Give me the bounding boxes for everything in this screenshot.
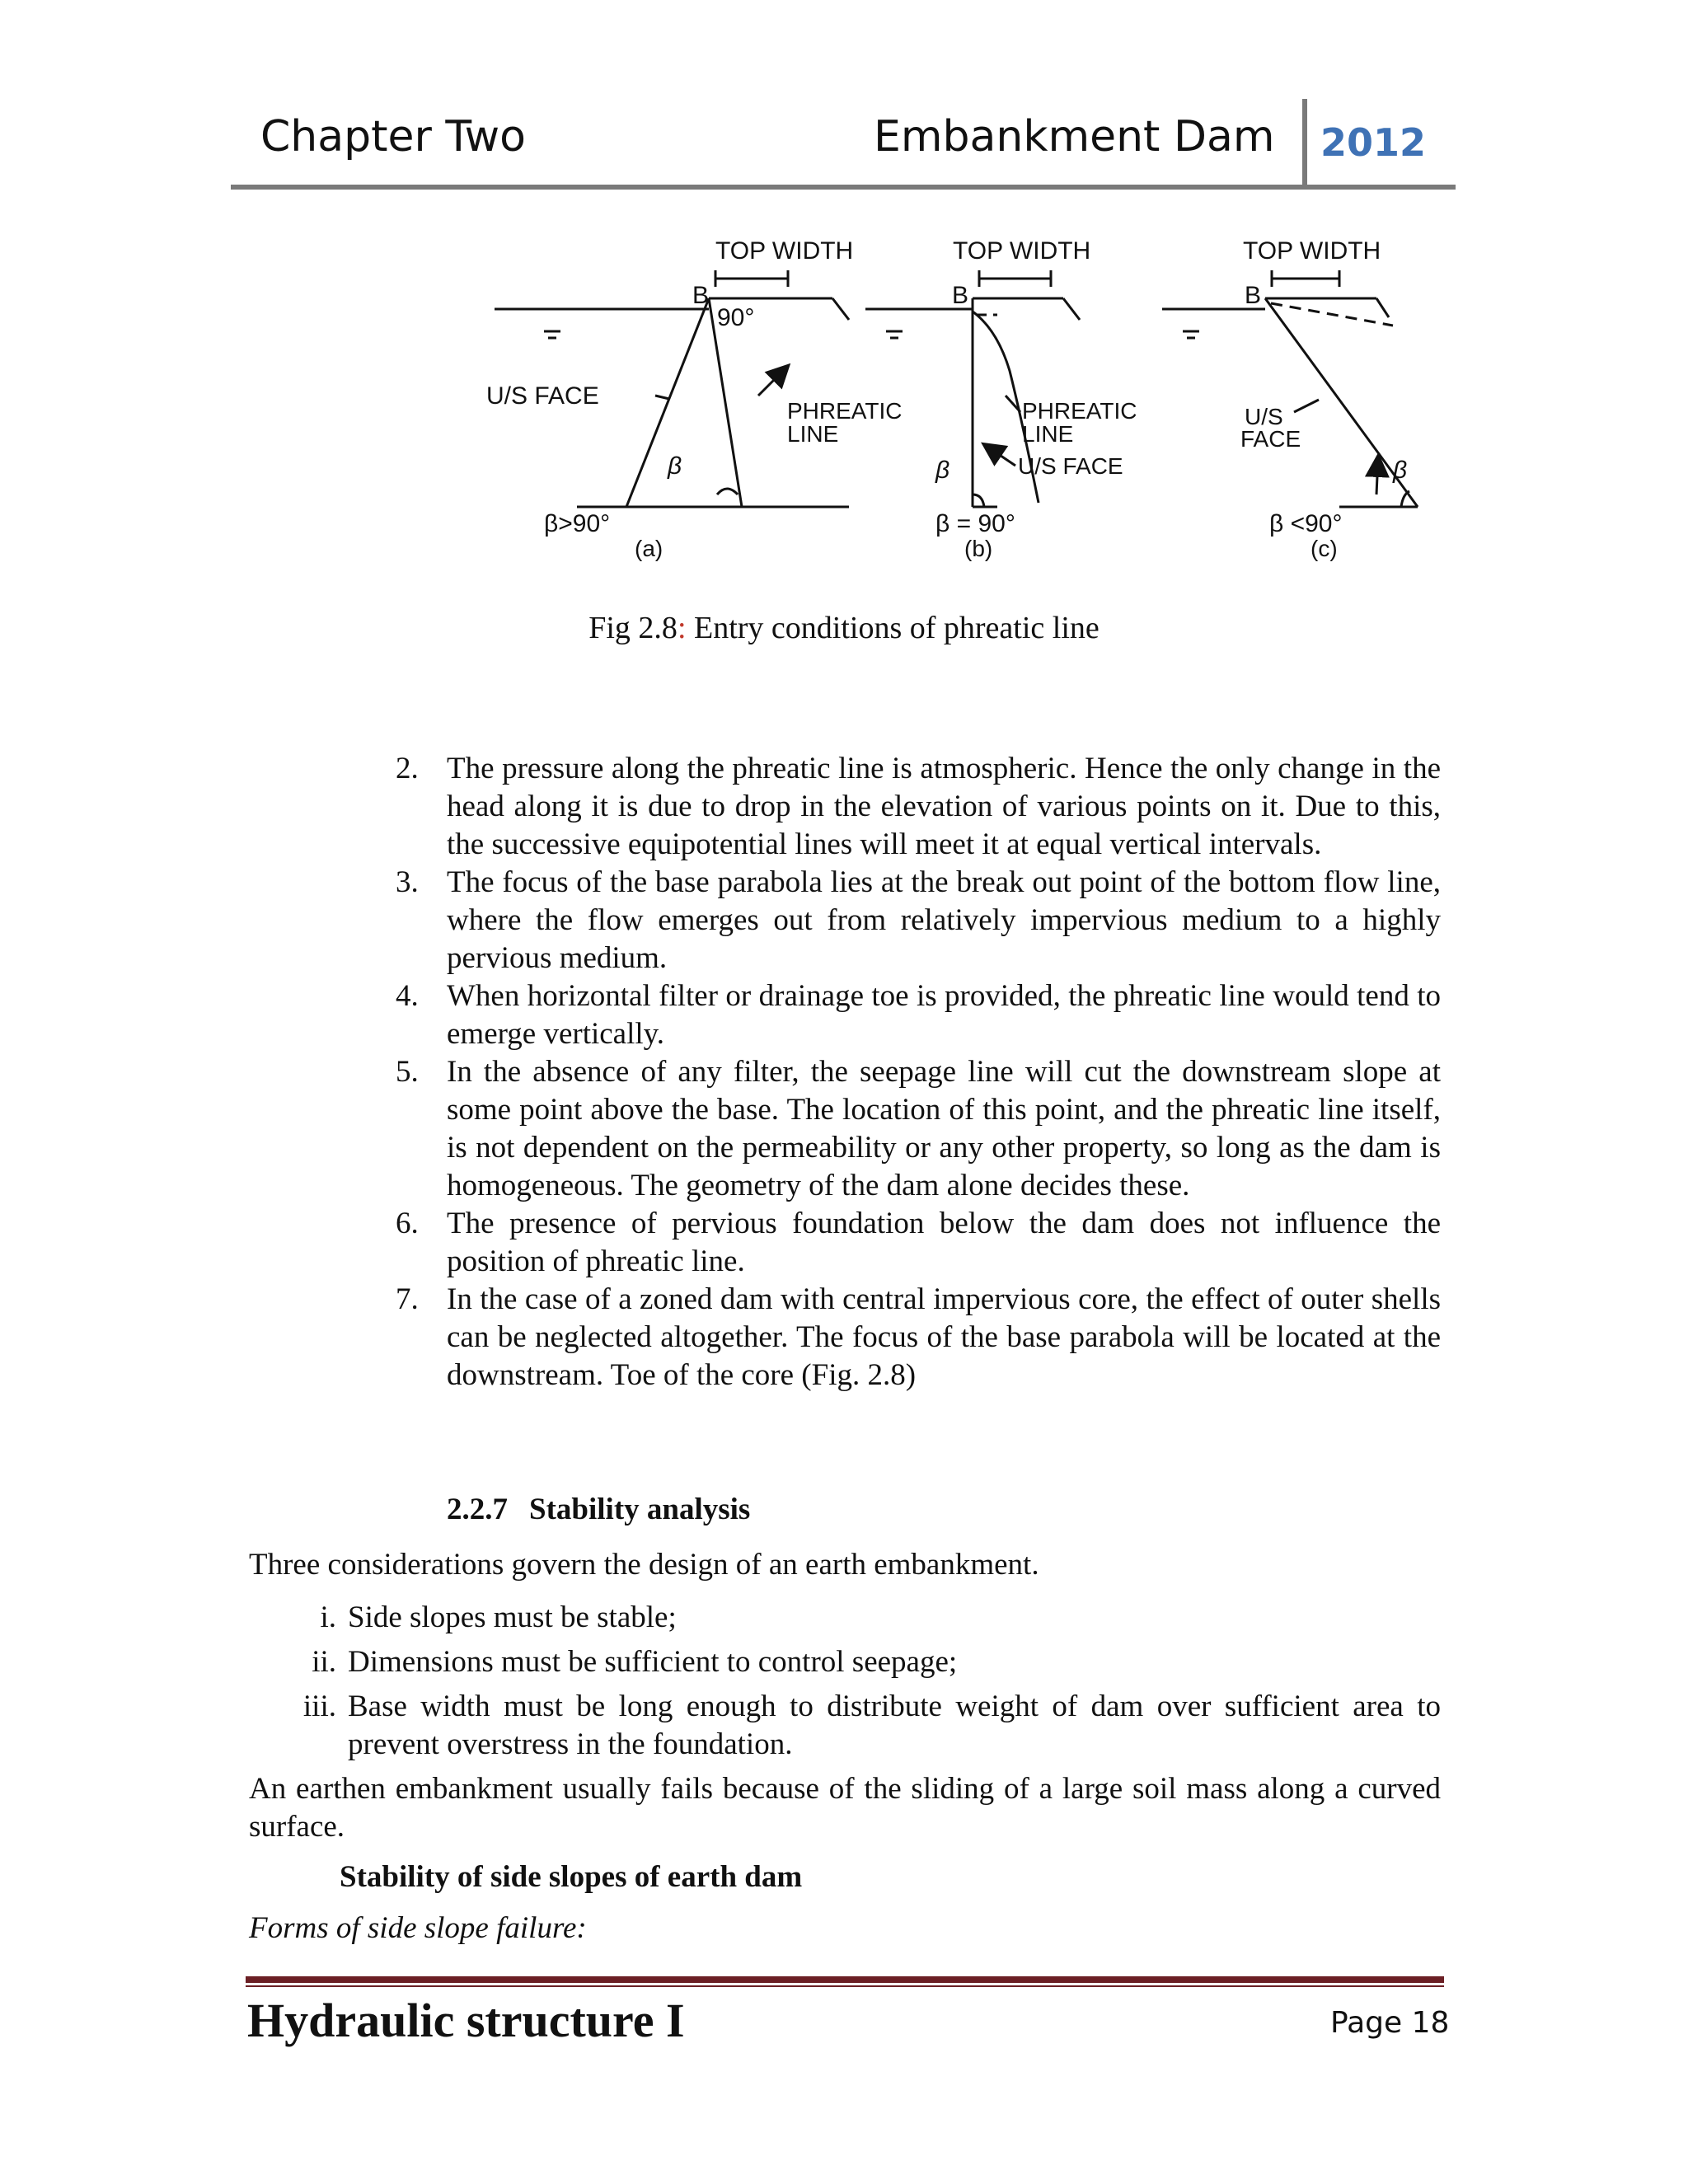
panel-a-us-face: U/S FACE — [486, 382, 599, 410]
forms-of-failure-label: Forms of side slope failure: — [249, 1911, 587, 1945]
list-item-text: The pressure along the phreatic line is atmospheric. Hence the only change in the head along it is due to drop in the elevation of various points on it. Due to this, the successive equipotential lines will meet it at equal vertical intervals. — [447, 752, 1441, 861]
panel-b-phreatic-1: PHREATIC — [1022, 398, 1137, 424]
list-item-text: In the absence of any filter, the seepage line will cut the downstream slope at some point above the base. The location of this point, and the phreatic line itself, is not dependent on the permeability or any other property, so long as the dam is homogeneous. The geometry of the dam alone decides these. — [447, 1055, 1441, 1202]
panel-b-point-b: B — [952, 282, 969, 309]
figure-drawing — [470, 223, 1442, 577]
panel-c-labels — [1240, 237, 1407, 561]
section-number: 2.2.7 — [447, 1493, 508, 1526]
roman-text: Base width must be long enough to distribute weight of dam over sufficient area to prevent overstress in the foundation. — [348, 1690, 1441, 1761]
panel-b-beta: β — [935, 457, 950, 484]
roman-text: Side slopes must be stable; — [348, 1601, 677, 1634]
footer-rule-thin — [246, 1985, 1444, 1987]
header-divider — [1302, 99, 1307, 188]
list-item-number: 6. — [396, 1207, 419, 1240]
panel-c-us-1: U/S — [1245, 404, 1283, 429]
header-year: 2012 — [1320, 120, 1427, 165]
list-item-number: 5. — [396, 1055, 419, 1089]
footer-title: Hydraulic structure I — [247, 1994, 685, 2047]
panel-a-top-width: TOP WIDTH — [715, 237, 854, 265]
caption-number: Fig 2.8 — [588, 611, 678, 645]
panel-a-angle: 90° — [717, 304, 755, 331]
roman-number: i. — [320, 1601, 336, 1634]
section-title: Stability analysis — [529, 1493, 751, 1526]
panel-c-label: (c) — [1311, 536, 1338, 561]
caption-colon: : — [677, 611, 687, 645]
header-chapter: Chapter Two — [260, 112, 526, 162]
panel-c-beta: β — [1393, 457, 1408, 484]
footer-rule — [246, 1976, 1444, 1983]
panel-c — [1162, 270, 1418, 507]
figure-phreatic-entry — [470, 223, 1442, 577]
panel-c-top-width: TOP WIDTH — [1243, 237, 1381, 265]
panel-b-top-width: TOP WIDTH — [953, 237, 1091, 265]
list-item-text: When horizontal filter or drainage toe is provided, the phreatic line would tend to emerge vertically. — [447, 979, 1441, 1051]
caption-text: Entry conditions of phreatic line — [686, 611, 1100, 645]
panel-b-condition: β = 90° — [935, 510, 1015, 537]
panel-b-labels — [935, 237, 1137, 561]
list-item — [290, 1688, 1441, 1764]
panel-b-label: (b) — [964, 536, 993, 561]
list-item-text: In the case of a zoned dam with central impervious core, the effect of outer shells can be neglected altogether. The focus of the base parabola will be located at the downstream. Toe of the core (Fig. 2.8) — [447, 1282, 1441, 1392]
roman-text: Dimensions must be sufficient to control seepage; — [348, 1645, 958, 1679]
list-item-number: 3. — [396, 865, 419, 899]
list-item — [290, 1599, 1441, 1637]
list-item — [387, 750, 1441, 864]
list-item-number: 2. — [396, 752, 419, 785]
numbered-list — [387, 750, 1441, 1394]
header-title: Embankment Dam — [874, 112, 1275, 162]
panel-a-condition: β>90° — [544, 510, 611, 537]
roman-list — [290, 1599, 1441, 1770]
panel-a-phreatic-1: PHREATIC — [787, 398, 903, 424]
list-item-text: The focus of the base parabola lies at the break out point of the bottom flow line, where the flow emerges out from relatively impervious medium to a highly pervious medium. — [447, 865, 1441, 975]
page-number: Page 18 — [1330, 2006, 1450, 2040]
list-item — [387, 1053, 1441, 1205]
panel-c-us-2: FACE — [1240, 426, 1301, 452]
panel-c-condition: β <90° — [1269, 510, 1343, 537]
body-paragraph: An earthen embankment usually fails because of the sliding of a large soil mass along a curved surface. — [249, 1772, 1441, 1844]
list-item-number: 7. — [396, 1282, 419, 1316]
subheading-side-slopes: Stability of side slopes of earth dam — [340, 1860, 803, 1894]
figure-caption — [0, 610, 1688, 646]
panel-a-beta: β — [668, 452, 682, 480]
panel-a-label: (a) — [635, 536, 663, 561]
panel-a-point-b: B — [692, 282, 710, 309]
header-rule — [231, 185, 1456, 190]
panel-b-us-face: U/S FACE — [1018, 453, 1123, 479]
section-heading — [447, 1492, 750, 1527]
page-header — [231, 99, 1456, 190]
list-item — [387, 977, 1441, 1053]
list-item — [387, 864, 1441, 977]
intro-text: Three considerations govern the design of an earth embankment. — [249, 1548, 1039, 1582]
list-item — [387, 1281, 1441, 1394]
list-item-number: 4. — [396, 979, 419, 1013]
list-item — [290, 1643, 1441, 1681]
list-item — [387, 1205, 1441, 1281]
panel-b-phreatic-2: LINE — [1022, 421, 1074, 447]
list-item-text: The presence of pervious foundation below the dam does not influence the position of phreatic line. — [447, 1207, 1441, 1278]
panel-a-phreatic-2: LINE — [787, 421, 839, 447]
panel-c-point-b: B — [1245, 282, 1262, 309]
panel-a-labels — [486, 237, 903, 561]
roman-number: ii. — [312, 1645, 336, 1679]
roman-number: iii. — [302, 1690, 336, 1723]
